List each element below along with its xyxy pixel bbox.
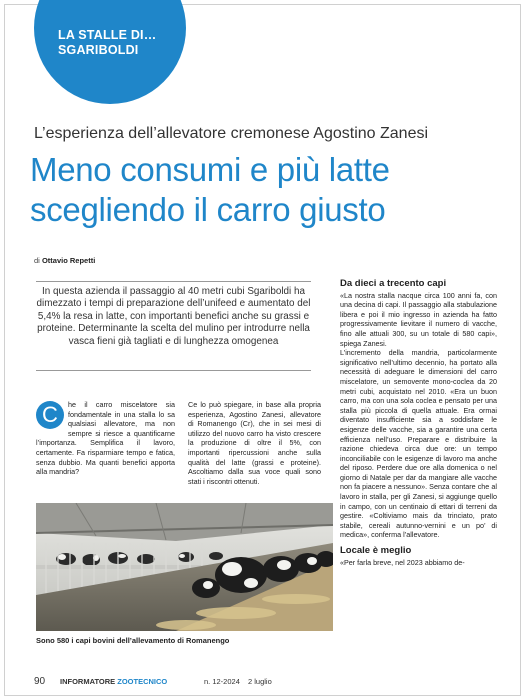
col3-para-3: «Per farla breve, nel 2023 abbiamo de- [340, 557, 465, 567]
article-kicker: L’esperienza dell’allevatore cremonese Agostino Zanesi [34, 125, 429, 142]
photo-caption: Sono 580 i capi bovini dell’allevamento di Romanengo [36, 636, 230, 645]
byline [34, 256, 95, 265]
magazine-name-part1: INFORMATORE [60, 677, 116, 686]
byline-prefix: di [34, 256, 40, 265]
issue-number: n. 12-2024 [204, 677, 240, 686]
col3-para-1: «La nostra stalla nacque circa 100 anni fa, con una decina di capi. Il passaggio alla stabulazione libera e poi il mio ingresso in azienda ha fatto progressivamente lievitare il numero di vacche, fino alle attuali 300, su un totale di 580 capi», spiega Zanesi. [340, 290, 497, 348]
section-label-line2: SGARIBOLDI [58, 43, 139, 57]
column-1 [36, 400, 175, 477]
headline-line1: Meno consumi e più latte [30, 151, 390, 188]
barn-photo-illustration [36, 503, 333, 631]
page-footer [34, 676, 504, 688]
headline-line2: scegliendo il carro giusto [30, 191, 386, 228]
subhead-2: Locale è meglio [340, 545, 412, 557]
dropcap: C [36, 401, 64, 429]
column-2 [188, 400, 321, 486]
column-3 [340, 279, 497, 567]
col2-text: Ce lo può spiegare, in base alla propria esperienza, Agostino Zanesi, allevatore di Romanengo (Cr), che in sei mesi di utilizzo del nuovo carro ha visto crescere la produzione di oltre il 5%, con importanti ripercussioni anche sulla qualità del latte (grassi e proteine). Ascoltiamo dalla sua voce quali sono stati i riscontri ottenuti. [188, 400, 321, 486]
article-headline [30, 150, 520, 230]
byline-author: Ottavio Repetti [41, 256, 96, 265]
subhead-1: Da dieci a trecento capi [340, 278, 447, 289]
issue-date: 2 luglio [248, 677, 272, 686]
col3-para-2: L’incremento della mandria, particolarmente significativo nell’ultimo decennio, ha portato alla necessità di adeguare le dimensioni del carro miscelatore, un semovente mono-coclea da 20 metri cubi, acquistato nel 2010. «Era un buon carro, ma con una sola coclea e pensato per una stalla più piccola di quella attuale. Era ormai diventato insufficiente sia a soddisfare le esigenze delle vacche, sia a garantire una certa efficienza nell’uso. Preparare e distribuire la razione chiedeva circa due ore: un tempo inconciliabile con le esigenze di lavoro ma anche del riposo. Perdere due ore alla domenica o nel giorno di Natale per dar da mangiare alle vacche non fa piacere a nessuno». Senza contare che al lavoro in stalla, per gli Zanesi, si aggiunge quello in campo, con un centinaio di ettari di terreni da gestire. «Coltiviamo mais da trinciato, prato stabile, cereali autunno-vernini e un po’ di medica», conferma l’allevatore. [340, 348, 497, 540]
section-label-line1: LA STALLE DI… [58, 28, 157, 42]
page-number: 90 [34, 676, 46, 687]
magazine-name-part2: ZOOTECNICO [117, 677, 168, 686]
barn-photo [36, 503, 333, 631]
section-label [58, 28, 198, 58]
article-lead: In questa azienda il passaggio al 40 metri cubi Sgariboldi ha dimezzato i tempi di preparazione dell’unifeed e aumentato del 5,4% la resa in latte, con importanti benefici anche su grassi e proteine. Determinante la scelta del mulino per introdurre nella vasca fieni già tagliati e di lunghezza omogenea [36, 281, 311, 371]
col1-text: he il carro miscelatore sia fondamentale in una stalla lo sa qualsiasi allevatore, ma non sempre si riesce a quantificarne l’importanza. Semplifica il lavoro, certamente. Fa risparmiare tempo e fatica, senza dubbio. Ma quanti benefici apporta alla mandria? [36, 400, 175, 477]
magazine-name [60, 677, 167, 686]
